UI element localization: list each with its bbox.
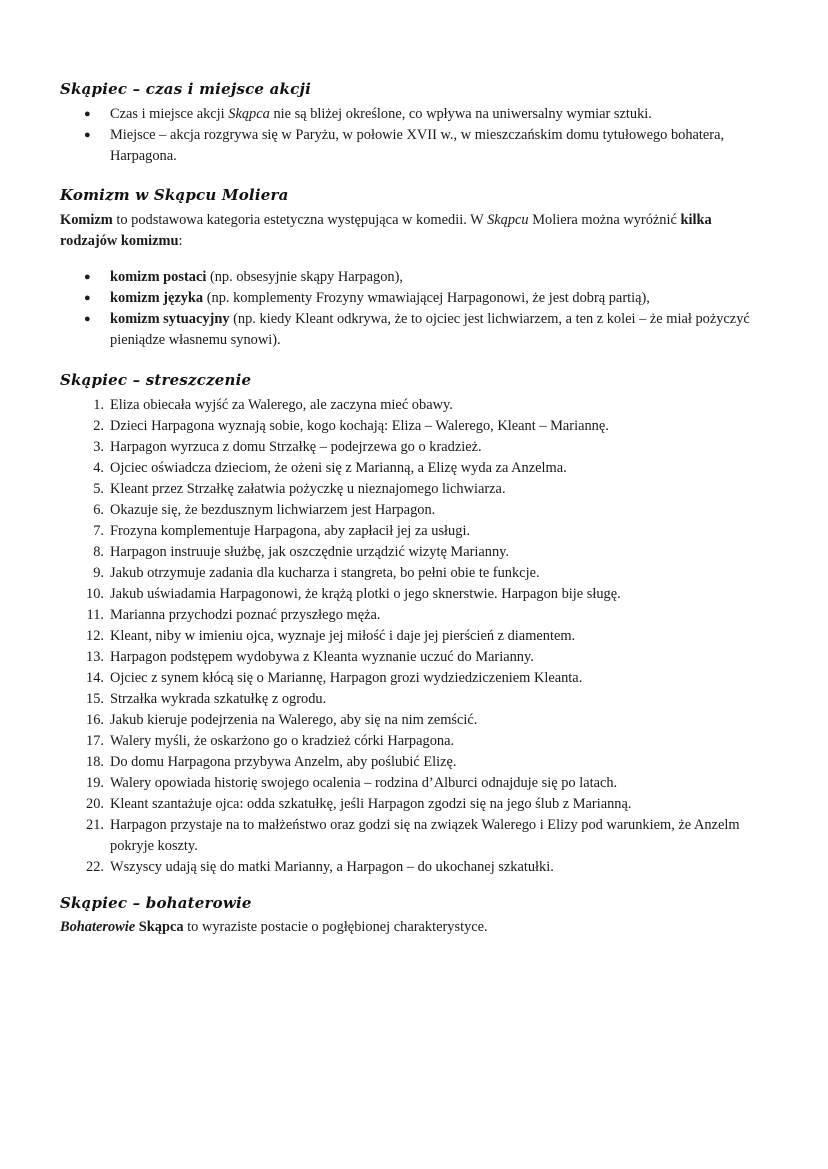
list-item-text: Okazuje się, że bezdusznym lichwiarzem jest Harpagon.	[110, 502, 436, 518]
list-item-text: Walery opowiada historię swojego ocalenia – rodzina d’Alburci odnajduje się po latach.	[110, 775, 618, 791]
list-item	[93, 416, 770, 437]
list-item-text: Frozyna komplementuje Harpagona, aby zapłacił jej za usługi.	[110, 523, 471, 539]
list-item: ● komizm sytuacyjny (np. kiedy Kleant odkrywa, że to ojciec jest lichwiarzem, a ten z kolei – że miał pożyczyć pieniądze własnemu synowi).	[84, 311, 750, 348]
list-item	[93, 479, 770, 500]
list-item	[86, 605, 770, 626]
list-item-text: Kleant, niby w imieniu ojca, wyznaje jej miłość i daje jej pierścień z diamentem.	[110, 628, 576, 644]
section-heading-characters: Skąpiec – bohaterowie	[60, 894, 252, 912]
section-heading-comedy: Komizm w Skąpcu Moliera	[60, 186, 289, 204]
list-item	[93, 458, 770, 479]
list-number: 12.	[86, 628, 104, 644]
list-number: 13.	[86, 649, 104, 665]
list-number: 19.	[86, 775, 104, 791]
list-item	[86, 752, 770, 773]
list-item-text: Eliza obiecała wyjść za Walerego, ale zaczyna mieć obawy.	[110, 397, 453, 413]
list-item	[86, 815, 770, 857]
list-item: ● komizm języka (np. komplementy Frozyny wmawiającej Harpagonowi, że jest dobrą partią),	[110, 288, 750, 309]
list-number: 6.	[93, 502, 104, 518]
list-item-text: Jakub uświadamia Harpagonowi, że krążą plotki o jego sknerstwie. Harpagon bije sługę.	[110, 586, 621, 602]
list-item-text: Ojciec oświadcza dzieciom, że ożeni się z Marianną, a Elizę wyda za Anzelma.	[110, 460, 567, 476]
bullet-icon: ●	[84, 313, 91, 325]
list-item-text: Harpagon przystaje na to małżeństwo oraz godzi się na związek Walerego i Elizy pod warunkiem, że Anzelm pokryje koszty.	[110, 817, 740, 854]
list-number: 20.	[86, 796, 104, 812]
list-item	[86, 689, 770, 710]
list-item	[93, 521, 770, 542]
section-heading-summary: Skąpiec – streszczenie	[60, 371, 252, 389]
list-item: ● Czas i miejsce akcji Skąpca nie są bliżej określone, co wpływa na uniwersalny wymiar sztuki.	[110, 104, 770, 125]
list-item-text: Ojciec z synem kłócą się o Mariannę, Harpagon grozi wydziedziczeniem Kleanta.	[110, 670, 583, 686]
list-item	[86, 731, 770, 752]
list-item-text: Harpagon podstępem wydobywa z Kleanta wyznanie uczuć do Marianny.	[110, 649, 534, 665]
list-number: 4.	[93, 460, 104, 476]
list-item	[93, 500, 770, 521]
list-item	[86, 626, 770, 647]
characters-intro-paragraph: Bohaterowie Skąpca to wyraziste postacie o pogłębionej charakterystyce.	[60, 919, 488, 935]
list-number: 14.	[86, 670, 104, 686]
list-item-text: Strzałka wykrada szkatułkę z ogrodu.	[110, 691, 327, 707]
list-item-text: Kleant przez Strzałkę załatwia pożyczkę u nieznajomego lichwiarza.	[110, 481, 506, 497]
list-number: 21.	[86, 817, 104, 833]
list-number: 18.	[86, 754, 104, 770]
list-item: ● komizm postaci (np. obsesyjnie skąpy Harpagon),	[110, 267, 750, 288]
list-item-text: Harpagon instruuje służbę, jak oszczędnie urządzić wizytę Marianny.	[110, 544, 510, 560]
section-heading-time-place: Skąpiec – czas i miejsce akcji	[60, 80, 311, 98]
list-item-text: Wszyscy udają się do matki Marianny, a Harpagon – do ukochanej szkatułki.	[110, 859, 554, 875]
bullet-list-comedy-types	[84, 267, 750, 351]
list-item	[86, 794, 770, 815]
list-item	[86, 857, 770, 878]
list-number: 9.	[93, 565, 104, 581]
bullet-icon: ●	[84, 129, 91, 141]
list-number: 7.	[93, 523, 104, 539]
list-number: 2.	[93, 418, 104, 434]
list-number: 8.	[93, 544, 104, 560]
list-item-text: Jakub otrzymuje zadania dla kucharza i stangreta, bo pełni obie te funkcje.	[110, 565, 540, 581]
list-item	[86, 773, 770, 794]
bullet-icon: ●	[84, 108, 91, 120]
list-item: ● Miejsce – akcja rozgrywa się w Paryżu, w połowie XVII w., w mieszczańskim domu tytułowego bohatera, Harpagona.	[84, 127, 725, 164]
list-item-text: Do domu Harpagona przybywa Anzelm, aby poślubić Elizę.	[110, 754, 457, 770]
list-number: 11.	[86, 607, 104, 623]
list-item-text: Jakub kieruje podejrzenia na Walerego, aby się na nim zemścić.	[110, 712, 478, 728]
bullet-icon: ●	[84, 292, 91, 304]
list-number: 10.	[86, 586, 104, 602]
list-item	[93, 542, 770, 563]
numbered-list-summary	[86, 395, 770, 878]
list-item-text: Walery myśli, że oskarżono go o kradzież córki Harpagona.	[110, 733, 455, 749]
list-number: 17.	[86, 733, 104, 749]
list-number: 3.	[93, 439, 104, 455]
list-item	[86, 647, 770, 668]
list-item-text: Kleant szantażuje ojca: odda szkatułkę, jeśli Harpagon zgodzi się na jego ślub z Marianną.	[110, 796, 632, 812]
list-item-text: Dzieci Harpagona wyznają sobie, kogo kochają: Eliza – Walerego, Kleant – Mariannę.	[110, 418, 609, 434]
list-item	[93, 563, 770, 584]
bullet-list-time-place	[84, 104, 770, 167]
list-number: 1.	[93, 397, 104, 413]
list-number: 15.	[86, 691, 104, 707]
list-item	[86, 710, 770, 731]
list-item	[93, 437, 770, 458]
comedy-intro-paragraph: Komizm to podstawowa kategoria estetyczna występująca w komedii. W Skąpcu Moliera można wyróżnić kilka rodzajów komizmu:	[60, 212, 712, 249]
bullet-icon: ●	[84, 271, 91, 283]
list-number: 5.	[93, 481, 104, 497]
list-item	[86, 668, 770, 689]
list-item-text: Marianna przychodzi poznać przyszłego męża.	[110, 607, 381, 623]
list-item	[93, 395, 770, 416]
list-item	[86, 584, 770, 605]
list-number: 22.	[86, 859, 104, 875]
list-number: 16.	[86, 712, 104, 728]
list-item-text: Harpagon wyrzuca z domu Strzałkę – podejrzewa go o kradzież.	[110, 439, 482, 455]
